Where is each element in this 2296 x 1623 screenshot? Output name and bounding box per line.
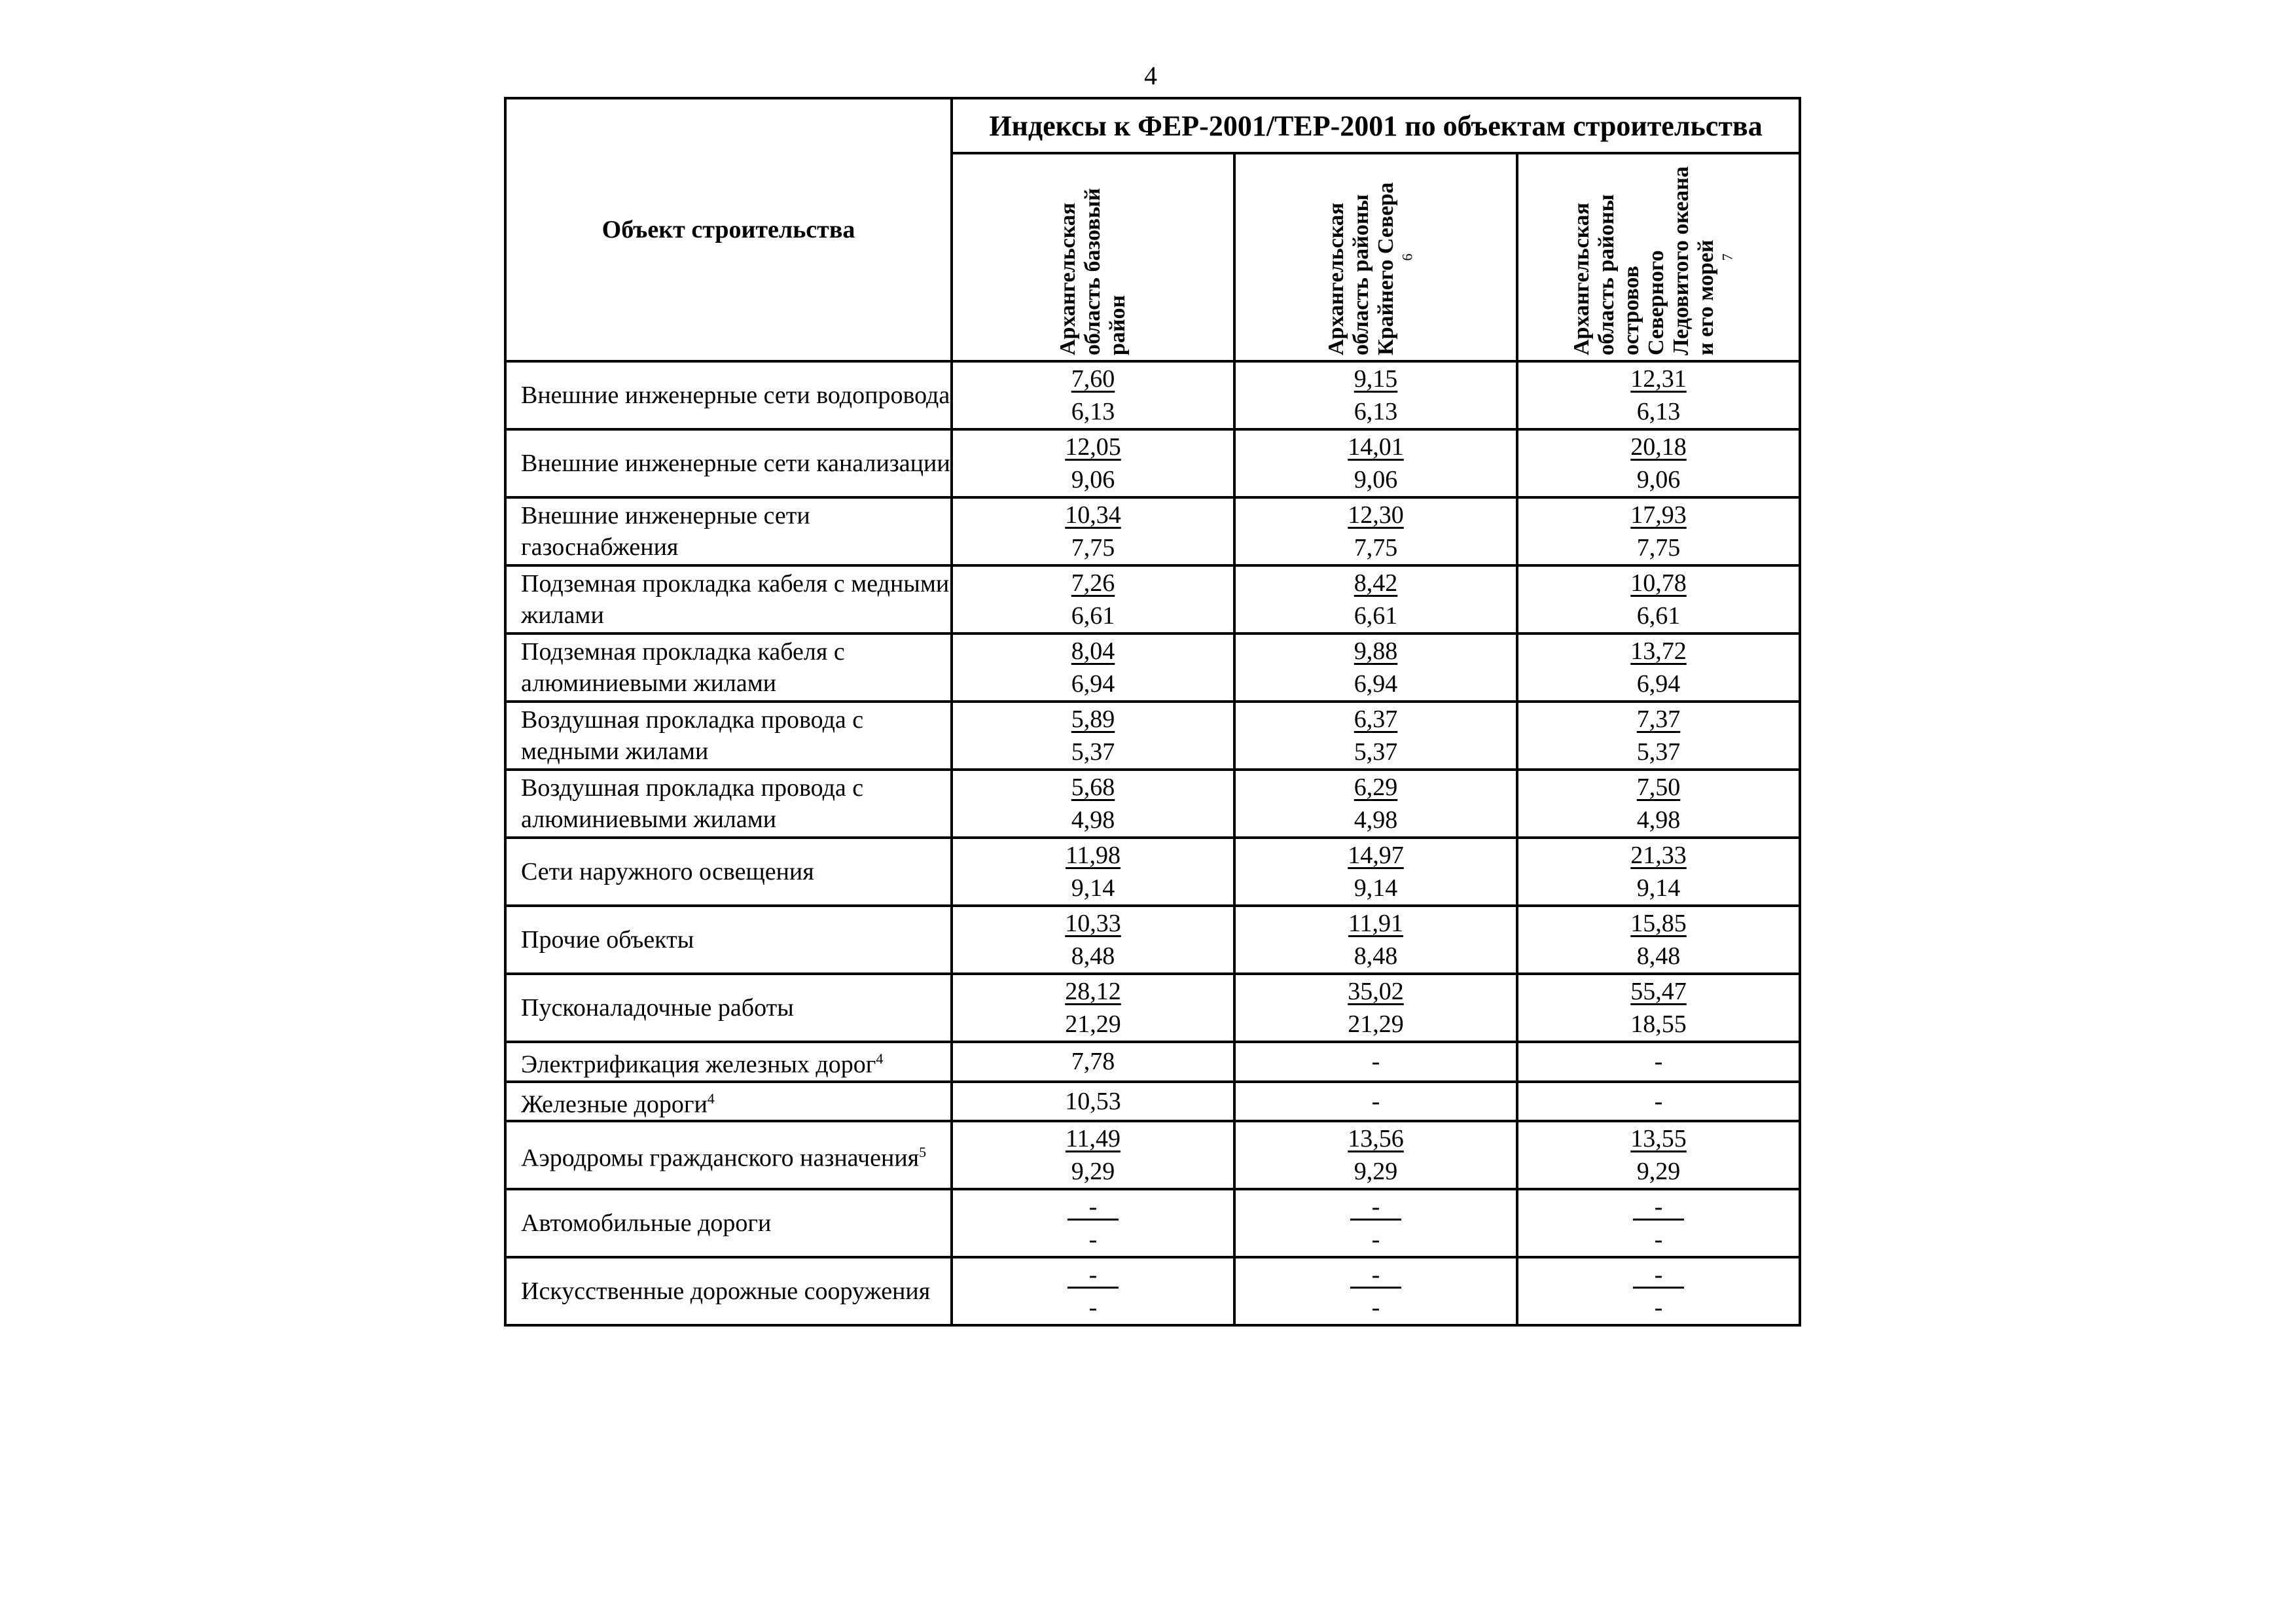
index-value-top: 10,33	[1065, 910, 1121, 937]
index-value-top: 14,97	[1348, 842, 1404, 869]
index-value-bottom: 6,13	[1071, 398, 1115, 425]
object-name: Железные дороги	[521, 1090, 708, 1118]
object-column-header	[505, 98, 952, 361]
table-row	[505, 702, 1800, 770]
index-value-top: 17,93	[1630, 501, 1687, 529]
index-value-bottom: 21,29	[1348, 1010, 1404, 1038]
index-value-cell	[1517, 429, 1800, 497]
object-name-cell	[505, 906, 952, 974]
index-value-top: 55,47	[1630, 978, 1687, 1005]
index-value-cell	[1517, 770, 1800, 838]
object-name-cell	[505, 702, 952, 770]
index-value-top: 12,31	[1630, 365, 1687, 393]
object-name-cell	[505, 770, 952, 838]
index-value: -	[1654, 1048, 1663, 1076]
index-value-cell	[1517, 906, 1800, 974]
table-row	[505, 1042, 1800, 1082]
table-row	[505, 1189, 1800, 1257]
index-value-top: 13,72	[1630, 637, 1687, 665]
index-value-top: 5,89	[1071, 705, 1115, 733]
table-row	[505, 974, 1800, 1042]
index-value-bottom: 9,29	[1636, 1158, 1681, 1186]
index-value-top: 5,68	[1071, 774, 1115, 801]
region-column-header-1	[952, 153, 1234, 361]
index-value-cell	[1234, 1042, 1517, 1082]
index-value-cell	[952, 702, 1234, 770]
object-name: Прочие объекты	[521, 926, 694, 954]
index-value-bottom: 18,55	[1630, 1010, 1687, 1038]
region-column-header-3	[1517, 153, 1800, 361]
index-value-bottom: -	[1654, 1294, 1663, 1322]
index-value-bottom: 6,61	[1071, 602, 1115, 630]
footnote-marker: 7	[1719, 253, 1736, 261]
index-value-bottom: 9,14	[1071, 874, 1115, 902]
object-name-cell	[505, 497, 952, 565]
index-value-bottom: 7,75	[1354, 534, 1398, 562]
index-value-bottom: 8,48	[1354, 942, 1398, 970]
index-value-cell	[1517, 497, 1800, 565]
index-value-cell	[1517, 1257, 1800, 1325]
index-value-top: -	[1633, 1195, 1684, 1221]
index-value-top: -	[1067, 1195, 1119, 1221]
object-name: Внешние инженерные сети газоснабжения	[521, 502, 810, 561]
index-value-bottom: 4,98	[1354, 806, 1398, 834]
object-name-cell	[505, 565, 952, 633]
index-group-title: Индексы к ФЕР-2001/ТЕР-2001 по объектам строительства	[989, 109, 1763, 142]
index-value-top: 12,05	[1065, 433, 1121, 461]
index-value-bottom: 6,13	[1354, 398, 1398, 425]
index-value-bottom: 9,06	[1071, 466, 1115, 493]
table-row	[505, 497, 1800, 565]
index-value: -	[1371, 1048, 1380, 1076]
footnote-marker: 5	[919, 1143, 927, 1160]
index-value-top: 6,29	[1354, 774, 1398, 801]
index-value-cell	[952, 1121, 1234, 1189]
index-value-bottom: 6,61	[1354, 602, 1398, 630]
index-value-cell	[1234, 361, 1517, 429]
index-value-cell	[1517, 565, 1800, 633]
index-value-bottom: 6,61	[1636, 602, 1681, 630]
index-value-bottom: -	[1088, 1226, 1098, 1254]
index-value-cell	[1517, 1121, 1800, 1189]
index-value-top: 13,56	[1348, 1125, 1404, 1153]
page-number: 4	[1144, 61, 1157, 90]
object-name: Искусственные дорожные сооружения	[521, 1277, 931, 1306]
object-name-cell	[505, 1042, 952, 1082]
index-value-top: 7,37	[1636, 705, 1681, 733]
region-column-header-2	[1234, 153, 1517, 361]
object-name-cell	[505, 838, 952, 906]
index-value-cell	[952, 429, 1234, 497]
index-value-cell	[1517, 702, 1800, 770]
index-value-top: 13,55	[1630, 1125, 1687, 1153]
index-value-cell	[952, 1082, 1234, 1122]
index-value-cell	[952, 633, 1234, 702]
index-value-bottom: 6,13	[1636, 398, 1681, 425]
index-value-cell	[1234, 429, 1517, 497]
index-value-bottom: 8,48	[1071, 942, 1115, 970]
index-value-bottom: 9,06	[1354, 466, 1398, 493]
index-value-bottom: 9,06	[1636, 466, 1681, 493]
object-name-cell	[505, 633, 952, 702]
index-value-top: 9,15	[1354, 365, 1398, 393]
index-value-cell	[1517, 361, 1800, 429]
index-value-bottom: 4,98	[1636, 806, 1681, 834]
index-value-cell	[1234, 1121, 1517, 1189]
index-value-cell	[1234, 974, 1517, 1042]
index-value-cell	[1517, 838, 1800, 906]
index-value-cell	[1234, 838, 1517, 906]
index-value-top: 12,30	[1348, 501, 1404, 529]
object-name: Внешние инженерные сети канализации	[521, 450, 950, 477]
index-value-bottom: 9,29	[1354, 1158, 1398, 1186]
object-name-cell	[505, 1189, 952, 1257]
index-value-top: 10,78	[1630, 569, 1687, 597]
index-value-top: -	[1067, 1263, 1119, 1289]
index-value-bottom: 5,37	[1071, 738, 1115, 766]
index-value-bottom: 6,94	[1354, 670, 1398, 698]
index-value-cell	[1234, 565, 1517, 633]
index-value-top: 11,98	[1065, 842, 1121, 869]
index-value-top: -	[1350, 1263, 1401, 1289]
index-value-bottom: 7,75	[1071, 534, 1115, 562]
table-row	[505, 1257, 1800, 1325]
index-value-top: 8,42	[1354, 569, 1398, 597]
region-column-label: Архангельская область базовый район	[1056, 188, 1130, 355]
index-value-cell	[952, 770, 1234, 838]
object-name: Электрификация железных дорог	[521, 1050, 876, 1079]
index-value-bottom: 9,14	[1636, 874, 1681, 902]
object-name-cell	[505, 361, 952, 429]
index-value-cell	[952, 974, 1234, 1042]
index-value-cell	[1234, 497, 1517, 565]
index-value-cell	[952, 906, 1234, 974]
index-value-cell	[952, 1257, 1234, 1325]
index-value-top: 10,34	[1065, 501, 1121, 529]
object-column-label: Объект строительства	[601, 216, 855, 243]
table-row	[505, 361, 1800, 429]
index-value-top: 35,02	[1348, 978, 1404, 1005]
object-name: Пусконаладочные работы	[521, 994, 794, 1022]
index-group-header	[952, 98, 1800, 153]
footnote-marker: 4	[876, 1050, 884, 1067]
index-table	[504, 97, 1801, 1327]
object-name-cell	[505, 429, 952, 497]
object-name: Сети наружного освещения	[521, 858, 814, 885]
table-row	[505, 906, 1800, 974]
index-value-cell	[952, 838, 1234, 906]
object-name: Воздушная прокладка провода с алюминиевыми жилами	[521, 774, 864, 833]
index-value-top: -	[1633, 1263, 1684, 1289]
index-value-top: 21,33	[1630, 842, 1687, 869]
index-value-top: 8,04	[1071, 637, 1115, 665]
index-value-top: 14,01	[1348, 433, 1404, 461]
index-value-top: 9,88	[1354, 637, 1398, 665]
table-row	[505, 565, 1800, 633]
index-value: 10,53	[1065, 1087, 1121, 1115]
index-value-top: -	[1350, 1195, 1401, 1221]
index-value-cell	[1234, 702, 1517, 770]
object-name: Автомобильные дороги	[521, 1209, 772, 1238]
index-value-cell	[952, 565, 1234, 633]
index-value-bottom: -	[1371, 1226, 1380, 1254]
object-name-cell	[505, 1257, 952, 1325]
index-value-cell	[1234, 1257, 1517, 1325]
index-value: -	[1654, 1087, 1663, 1115]
index-value-cell	[1234, 633, 1517, 702]
index-value-top: 28,12	[1065, 978, 1121, 1005]
index-value-top: 7,26	[1071, 569, 1115, 597]
table-row	[505, 1121, 1800, 1189]
index-value-bottom: 7,75	[1636, 534, 1681, 562]
index-value-cell	[952, 1042, 1234, 1082]
index-value-bottom: 6,94	[1071, 670, 1115, 698]
footnote-marker: 4	[707, 1090, 715, 1107]
table-row	[505, 429, 1800, 497]
footnote-marker: 6	[1399, 253, 1416, 261]
object-name: Внешние инженерные сети водопровода	[521, 382, 950, 409]
index-value-cell	[1234, 1189, 1517, 1257]
index-value-top: 7,60	[1071, 365, 1115, 393]
index-value-cell	[952, 361, 1234, 429]
index-value-bottom: 9,29	[1071, 1158, 1115, 1186]
index-value-cell	[1517, 1082, 1800, 1122]
index-value-bottom: 21,29	[1065, 1010, 1121, 1038]
object-name: Подземная прокладка кабеля с медными жилами	[521, 570, 950, 629]
index-value-top: 11,91	[1348, 910, 1404, 937]
index-value-cell	[1234, 906, 1517, 974]
object-name: Воздушная прокладка провода с медными жилами	[521, 706, 864, 765]
index-value-cell	[1234, 770, 1517, 838]
index-value-cell	[952, 497, 1234, 565]
index-value-bottom: -	[1088, 1294, 1098, 1322]
object-name-cell	[505, 1121, 952, 1189]
table-row	[505, 770, 1800, 838]
index-value-bottom: 5,37	[1354, 738, 1398, 766]
table-row	[505, 1082, 1800, 1122]
index-value-cell	[1517, 1042, 1800, 1082]
object-name-cell	[505, 1082, 952, 1122]
index-value-top: 6,37	[1354, 705, 1398, 733]
region-column-label: Архангельская область районы островов Северного Ледовитого океана и его морей	[1570, 166, 1718, 355]
index-value-top: 15,85	[1630, 910, 1687, 937]
index-value-cell	[1517, 974, 1800, 1042]
object-name: Подземная прокладка кабеля с алюминиевыми жилами	[521, 638, 845, 697]
index-value-bottom: 8,48	[1636, 942, 1681, 970]
index-value-cell	[1234, 1082, 1517, 1122]
index-value-top: 7,50	[1636, 774, 1681, 801]
region-column-label: Архангельская область районы Крайнего Севера	[1324, 182, 1398, 355]
index-value-cell	[1517, 1189, 1800, 1257]
index-value-bottom: -	[1371, 1294, 1380, 1322]
index-value-bottom: -	[1654, 1226, 1663, 1254]
object-name: Аэродромы гражданского назначения	[521, 1144, 920, 1172]
index-value-bottom: 5,37	[1636, 738, 1681, 766]
index-value-top: 20,18	[1630, 433, 1687, 461]
index-value: 7,78	[1071, 1048, 1115, 1076]
table-row	[505, 838, 1800, 906]
index-value-bottom: 9,14	[1354, 874, 1398, 902]
table-row	[505, 633, 1800, 702]
index-value-bottom: 4,98	[1071, 806, 1115, 834]
object-name-cell	[505, 974, 952, 1042]
index-value-top: 11,49	[1065, 1125, 1121, 1153]
index-value: -	[1371, 1087, 1380, 1115]
index-value-cell	[1517, 633, 1800, 702]
index-value-cell	[952, 1189, 1234, 1257]
index-value-bottom: 6,94	[1636, 670, 1681, 698]
